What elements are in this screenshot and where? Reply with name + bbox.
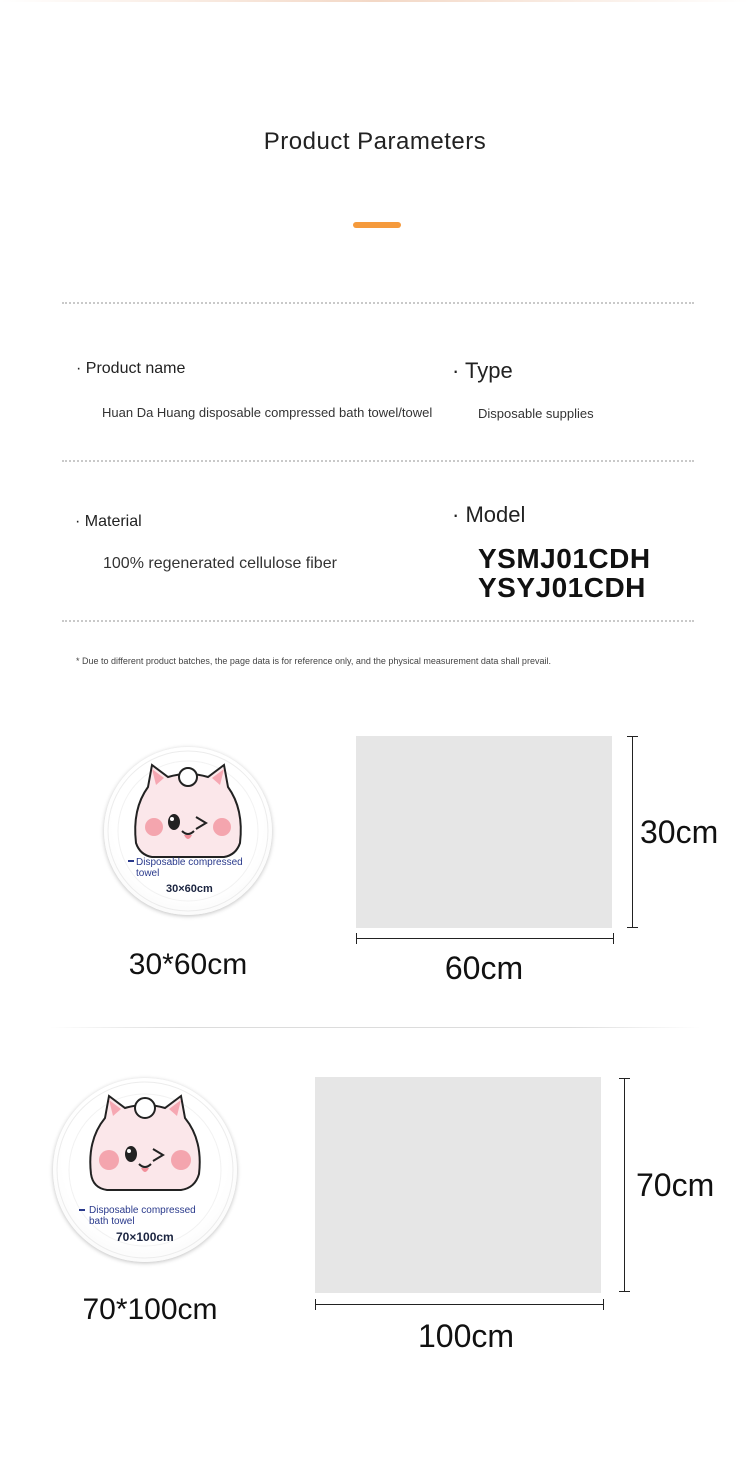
type-label: · Type xyxy=(452,358,513,383)
dimension-tick xyxy=(356,933,357,944)
dimension-tick xyxy=(619,1291,630,1292)
model-value: YSMJ01CDH xyxy=(478,543,651,574)
size-swatch xyxy=(356,736,612,928)
package-image xyxy=(53,1078,237,1262)
product-name-value: Huan Da Huang disposable compressed bath towel/towel xyxy=(102,405,433,420)
top-accent-line xyxy=(0,0,750,2)
height-label: 30cm xyxy=(640,814,719,850)
model-values xyxy=(478,544,651,602)
size-caption: 70*100cm xyxy=(82,1293,218,1326)
product-name-label: · Product name xyxy=(76,360,186,377)
dotted-divider xyxy=(62,460,694,462)
model-value: YSYJ01CDH xyxy=(478,572,646,603)
height-label: 70cm xyxy=(636,1167,715,1203)
size-swatch xyxy=(315,1077,601,1293)
title-accent-bar xyxy=(353,222,401,228)
width-dimension-line xyxy=(315,1304,604,1305)
dimension-tick xyxy=(627,927,638,928)
package-line: Disposable compressed xyxy=(89,1205,196,1216)
model-label: · Model xyxy=(452,502,526,527)
reference-note: * Due to different product batches, the page data is for reference only, and the physical measurement data shall prevail. xyxy=(76,656,551,666)
dimension-tick xyxy=(603,1299,604,1310)
dotted-divider xyxy=(62,302,694,304)
material-value: 100% regenerated cellulose fiber xyxy=(103,555,337,572)
package-line: towel xyxy=(136,868,160,879)
width-label: 100cm xyxy=(417,1318,515,1354)
height-dimension-line xyxy=(624,1078,625,1292)
size-caption: 30*60cm xyxy=(128,948,248,981)
dimension-tick xyxy=(627,736,638,737)
package-image xyxy=(104,747,272,915)
section-divider xyxy=(50,1027,700,1028)
page-title: Product Parameters xyxy=(263,128,487,155)
dimension-tick xyxy=(315,1299,316,1310)
dimension-tick xyxy=(613,933,614,944)
package-size-label: 70×100cm xyxy=(116,1230,174,1244)
type-value: Disposable supplies xyxy=(478,406,594,421)
width-dimension-line xyxy=(356,938,614,939)
material-label: · Material xyxy=(75,513,142,530)
package-line: bath towel xyxy=(89,1216,135,1227)
dimension-tick xyxy=(619,1078,630,1079)
dotted-divider xyxy=(62,620,694,622)
package-line: Disposable compressed xyxy=(136,857,243,868)
package-text xyxy=(89,1205,196,1227)
package-text xyxy=(136,857,243,879)
height-dimension-line xyxy=(632,736,633,928)
width-label: 60cm xyxy=(444,950,524,986)
package-size-label: 30×60cm xyxy=(166,883,213,895)
